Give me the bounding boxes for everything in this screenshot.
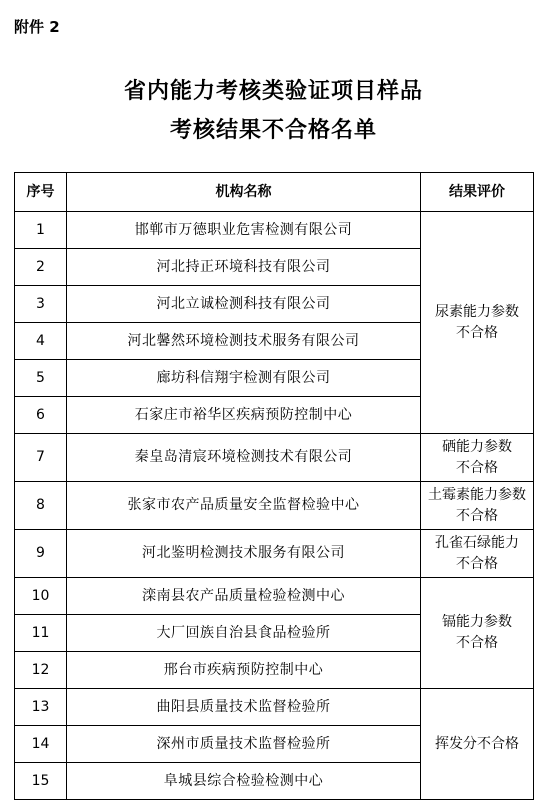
result-text: 不合格 [456, 555, 498, 572]
result-cell [421, 434, 534, 482]
row-seq: 8 [15, 482, 67, 530]
result-cell [421, 689, 534, 800]
row-org: 邯郸市万德职业危害检测有限公司 [67, 212, 421, 249]
result-cell [421, 578, 534, 689]
row-seq: 11 [15, 615, 67, 652]
results-table [14, 172, 534, 800]
table-row [15, 482, 534, 530]
table-row [15, 212, 534, 249]
row-org: 张家市农产品质量安全监督检验中心 [67, 482, 421, 530]
result-cell [421, 212, 534, 434]
result-text: 硒能力参数 [442, 438, 512, 455]
header-org: 机构名称 [67, 173, 421, 212]
row-org: 河北鉴明检测技术服务有限公司 [67, 530, 421, 578]
table-row [15, 578, 534, 615]
row-org: 石家庄市裕华区疾病预防控制中心 [67, 397, 421, 434]
table-row [15, 530, 534, 578]
result-text: 挥发分不合格 [435, 735, 519, 752]
row-org: 廊坊科信翔宇检测有限公司 [67, 360, 421, 397]
result-text: 镉能力参数 [442, 614, 512, 630]
table-header-row [15, 173, 534, 212]
row-org: 阜城县综合检验检测中心 [67, 763, 421, 800]
row-seq: 13 [15, 689, 67, 726]
row-seq: 2 [15, 249, 67, 286]
row-org: 秦皇岛清宸环境检测技术有限公司 [67, 434, 421, 482]
row-seq: 7 [15, 434, 67, 482]
result-cell [421, 482, 534, 530]
row-seq: 1 [15, 212, 67, 249]
row-org: 曲阳县质量技术监督检验所 [67, 689, 421, 726]
row-seq: 4 [15, 323, 67, 360]
result-text: 尿素能力参数 [435, 303, 519, 320]
row-org: 河北立诚检测科技有限公司 [67, 286, 421, 323]
row-seq: 9 [15, 530, 67, 578]
attachment-label: 附件 2 [14, 18, 60, 36]
row-seq: 5 [15, 360, 67, 397]
document-title-line-2: 考核结果不合格名单 [169, 118, 377, 143]
result-cell [421, 530, 534, 578]
result-text: 不合格 [456, 507, 498, 524]
result-text: 不合格 [456, 324, 498, 341]
row-org: 邢台市疾病预防控制中心 [67, 652, 421, 689]
table-row [15, 434, 534, 482]
row-seq: 3 [15, 286, 67, 323]
row-org: 河北持正环境科技有限公司 [67, 249, 421, 286]
result-text: 不合格 [456, 635, 498, 651]
row-seq: 12 [15, 652, 67, 689]
result-text: 孔雀石绿能力 [435, 534, 519, 551]
row-seq: 10 [15, 578, 67, 615]
header-result: 结果评价 [421, 173, 534, 212]
result-text: 不合格 [456, 459, 498, 476]
row-seq: 15 [15, 763, 67, 800]
document-title-line-1: 省内能力考核类验证项目样品 [123, 79, 423, 104]
row-org: 滦南县农产品质量检验检测中心 [67, 578, 421, 615]
result-text: 土霉素能力参数 [428, 486, 526, 503]
row-org: 河北馨然环境检测技术服务有限公司 [67, 323, 421, 360]
table-row [15, 689, 534, 726]
row-seq: 14 [15, 726, 67, 763]
header-seq: 序号 [15, 173, 67, 212]
row-seq: 6 [15, 397, 67, 434]
row-org: 深州市质量技术监督检验所 [67, 726, 421, 763]
row-org: 大厂回族自治县食品检验所 [67, 615, 421, 652]
